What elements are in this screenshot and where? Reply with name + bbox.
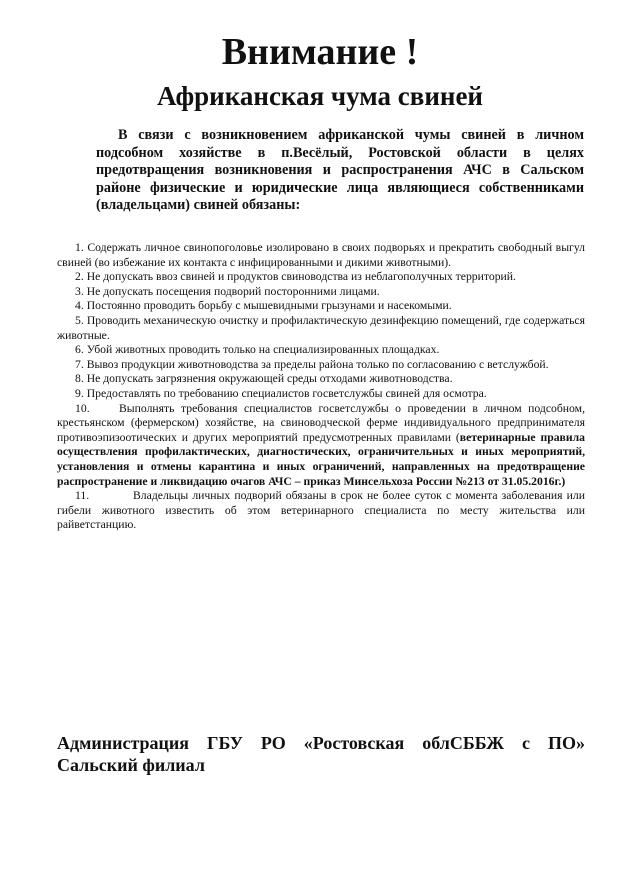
item-number: 3. [75, 284, 84, 298]
item-number: 1. [75, 241, 84, 254]
list-item [57, 372, 585, 387]
item-number: 6. [75, 343, 84, 357]
list-item [57, 358, 585, 373]
list-item [57, 489, 585, 533]
list-item [57, 402, 585, 490]
item-text: Постоянно проводить борьбу с мышевидными грызунами и насекомыми. [86, 299, 452, 313]
item-text: Содержать личное свинопоголовье изолировано в своих подворьях и прекратить свободный выгул свиней (во избежание их контакта с инфицированными и дикими животными). [57, 241, 586, 269]
notice-subtitle: Африканская чума свиней [157, 81, 483, 111]
item-number: 4. [75, 299, 84, 313]
item-number: 7. [75, 357, 84, 371]
item-text-bold: ветеринарные правила осуществления профилактических, диагностических, ограничительных и иных мероприятий, установления и отмены карантина и иных ограничений, направленных на предотвращение распространение и ликвидацию очагов АЧС – приказ Минсельхоза России №213 от 31.05.2016г.) [57, 430, 586, 488]
list-item [57, 299, 585, 314]
item-number: 10. [75, 401, 90, 415]
list-item [57, 387, 585, 402]
notice-title: Внимание ! [221, 31, 419, 73]
list-item [57, 314, 585, 343]
item-text: Предоставлять по требованию специалистов госветслужбы свиней для осмотра. [86, 386, 487, 400]
footer-organization: Администрация ГБУ РО «Ростовская облСББЖ с ПО» [57, 733, 585, 753]
footer-signature [57, 732, 585, 776]
list-item [57, 285, 585, 300]
item-text: Не допускать загрязнения окружающей среды отходами животноводства. [86, 372, 453, 386]
item-text: Владельцы личных подворий обязаны в срок не более суток с момента заболевания или гибели животного известить об этом ветеринарного специалиста по месту жительства или райветстанцию. [57, 489, 585, 532]
list-item [57, 270, 585, 285]
list-item [57, 241, 585, 270]
item-text: Проводить механическую очистку и профилактическую дезинфекцию помещений, где содержаться животные. [57, 313, 585, 342]
item-number: 11. [75, 489, 90, 503]
item-number: 5. [75, 313, 84, 327]
item-number: 9. [75, 386, 84, 400]
obligations-list [57, 241, 585, 533]
item-text: Вывоз продукции животноводства за пределы района только по согласованию с ветслужбой. [86, 357, 549, 371]
item-number: 8. [75, 372, 84, 386]
item-text: Не допускать посещения подворий посторонними лицами. [86, 284, 380, 298]
item-number: 2. [75, 270, 84, 284]
intro-paragraph: В связи с возникновением африканской чумы свиней в личном подсобном хозяйстве в п.Весёлый, Ростовской области в целях предотвращения возникновения и распространения АЧС в Сальском районе физические и юридические лица являющиеся собственниками (владельцами) свиней обязаны: [96, 127, 584, 213]
item-text: Выполнять требования специалистов госветслужбы о проведении в личном подсобном, крестьянском (фермерском) хозяйстве, на свиноводческой ферме индивидуального предпринимателя противоэпизоотических и других мероприятий предусмотренных правилами ( [57, 401, 585, 444]
list-item [57, 343, 585, 358]
footer-branch: Сальский филиал [57, 755, 205, 775]
item-text: Убой животных проводить только на специализированных площадках. [86, 343, 440, 357]
item-text: Не допускать ввоз свиней и продуктов свиноводства из неблагополучных территорий. [86, 270, 516, 284]
